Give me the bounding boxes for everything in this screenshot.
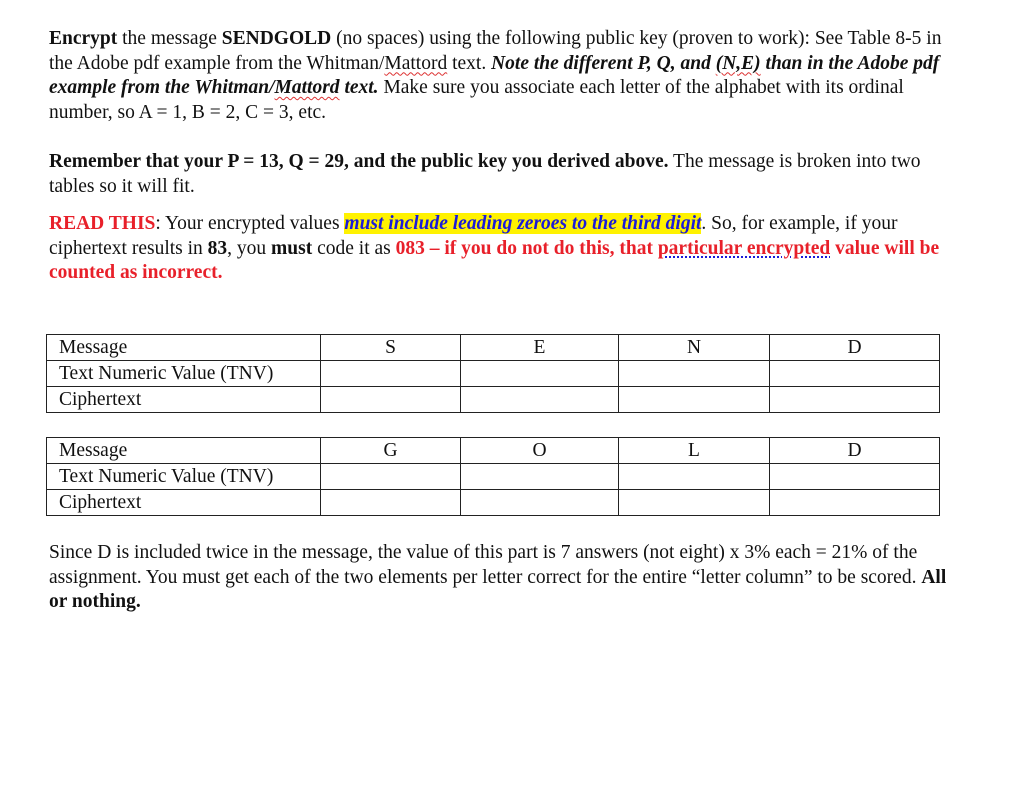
read-this-text: code it as [312,237,396,259]
scoring-text: Since D is included twice in the message, the value of this part is 7 answers (not eight) x 3% each = 21% of the assignment. You must get each of the two elements per letter correct for the entire “letter column” to be scored. [49,542,922,588]
warning-text: – if you do not do this, that [424,237,658,259]
message-word: SENDGOLD [221,28,332,49]
row-label-ciphertext: Ciphertext [47,387,321,413]
row-label-message: Message [47,335,321,361]
read-this-label: READ THIS [49,213,156,234]
note-text: text. [339,77,379,98]
letter-cell: N [619,335,770,361]
read-this-text: : Your encrypted values [155,213,345,234]
example-number: 83 [207,237,228,259]
read-this-text: . So, for example, if your ciphertext results in [49,213,898,259]
row-label-tnv: Text Numeric Value (TNV) [47,464,321,490]
tnv-cell[interactable] [461,361,619,387]
tnv-cell[interactable] [770,361,940,387]
spellcheck-word: Mattord [384,52,448,74]
intro-text: (no spaces) using the following public key (proven to work): See Table 8-5 in the Adobe pdf example from the Whitman/ [49,28,942,74]
letter-cell: G [321,438,461,464]
note-text: than in the Adobe pdf example from the Whitman/ [49,52,940,98]
tnv-cell[interactable] [321,361,461,387]
message-table-1 [46,334,940,413]
table-row [47,438,940,464]
must-word: must [271,237,313,259]
row-label-tnv: Text Numeric Value (TNV) [47,361,321,387]
letter-cell: D [770,438,940,464]
warning-text: value will be counted as incorrect. [49,237,940,283]
table-row [47,361,940,387]
tnv-cell[interactable] [321,464,461,490]
example-code: 083 [395,237,425,259]
letter-cell: E [461,335,619,361]
row-label-message: Message [47,438,321,464]
ciphertext-cell[interactable] [461,490,619,516]
ciphertext-cell[interactable] [321,490,461,516]
ciphertext-cell[interactable] [770,387,940,413]
ciphertext-cell[interactable] [619,387,770,413]
ciphertext-cell[interactable] [461,387,619,413]
all-or-nothing-text: All or nothing. [49,566,947,612]
remember-paragraph [49,150,969,199]
note-text: Mattord [274,77,340,98]
letter-cell: D [770,335,940,361]
ciphertext-cell[interactable] [619,490,770,516]
row-label-ciphertext: Ciphertext [47,490,321,516]
letter-cell: O [461,438,619,464]
letter-cell: S [321,335,461,361]
table-row [47,387,940,413]
ciphertext-cell[interactable] [321,387,461,413]
table-row [47,335,940,361]
letter-cell: L [619,438,770,464]
tnv-cell[interactable] [461,464,619,490]
note-text: Note the different P, Q, and [491,52,716,74]
table-row [47,490,940,516]
scoring-paragraph [49,541,969,615]
encrypt-word: Encrypt [49,28,118,49]
highlighted-rule: must include leading zeroes to the third digit [344,213,702,234]
intro-text: Make sure you associate each letter of the alphabet with its ordinal number, so A = 1, B = 2, C = 3, etc. [49,77,904,123]
note-text: (N,E) [715,52,761,74]
intro-text: text. [447,52,492,74]
instructions-paragraph [49,27,969,125]
tnv-cell[interactable] [619,464,770,490]
remember-text: The message is broken into two tables so it will fit. [49,151,921,197]
tnv-cell[interactable] [619,361,770,387]
read-this-paragraph [49,212,969,286]
message-table-2 [46,437,940,516]
warning-underlined-text: particular encrypted [657,237,831,259]
intro-text: the message [117,28,222,49]
remember-bold-text: Remember that your P = 13, Q = 29, and the public key you derived above. [49,151,669,172]
table-row [47,464,940,490]
ciphertext-cell[interactable] [770,490,940,516]
read-this-text: , you [227,237,272,259]
tnv-cell[interactable] [770,464,940,490]
